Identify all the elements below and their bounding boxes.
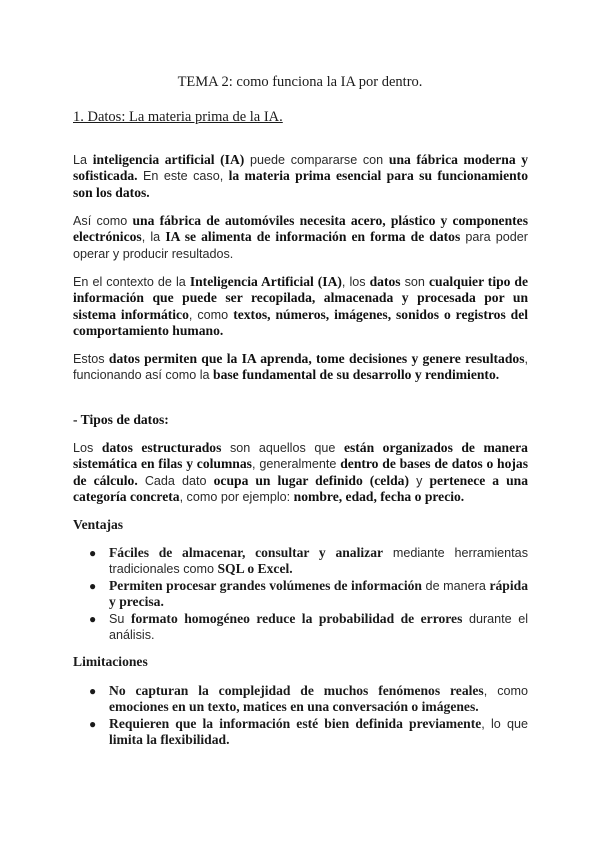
text-run: mediante herramientas tradicionales como (109, 546, 528, 577)
text-run: y (409, 473, 430, 488)
text-run: son aquellos que (221, 441, 344, 455)
bold-text-run: una fábrica moderna y sofisticada. (73, 152, 528, 184)
limitaciones-heading: Limitaciones (73, 654, 148, 669)
bold-text-run: datos permiten que la IA aprenda, tome decisiones y genere resultados (108, 351, 525, 366)
text-run: , como (483, 684, 529, 698)
bold-text-run: están organizados de manera sistemática en filas y columnas (73, 440, 528, 472)
bullet-icon: ● (89, 716, 97, 731)
text-run: La (73, 153, 93, 167)
text-run: para poder operar y producir resultados. (73, 230, 528, 261)
text-run: durante el análisis. (109, 611, 529, 643)
bold-text-run: limita la flexibilidad. (109, 732, 230, 748)
ventajas-list (73, 545, 528, 643)
paragraph-context (73, 274, 528, 340)
bold-text-run: Fáciles de almacenar, consultar y analizar (109, 545, 384, 560)
bold-text-run: datos estructurados (101, 440, 222, 455)
bold-text-run: IA se alimenta de información en forma de datos (165, 229, 461, 245)
bold-text-run: No capturan la complejidad de muchos fenómenos reales (109, 683, 484, 698)
limitaciones-list (73, 683, 528, 749)
bold-text-run: nombre, edad, fecha o precio. (293, 489, 465, 505)
bold-text-run: base fundamental de su desarrollo y rendimiento. (213, 367, 500, 383)
text-run: , los (341, 275, 370, 289)
text-run: En este caso, (137, 169, 229, 184)
text-run: de manera (421, 578, 490, 593)
text-run: Estos (73, 352, 109, 366)
bullet-icon: ● (89, 578, 97, 593)
bold-text-run: rápida y precisa. (109, 577, 528, 610)
text-run: Los (73, 441, 102, 455)
bold-text-run: - Tipos de datos: (73, 412, 169, 427)
bold-text-run: Requieren que la información esté bien definida previamente (109, 715, 482, 731)
bold-text-run: Inteligencia Artificial (IA) (189, 274, 342, 289)
bold-text-run: la materia prima esencial para su funcionamiento son los datos. (73, 168, 528, 200)
bullet-icon: ● (89, 611, 97, 626)
document-title: TEMA 2: como funciona la IA por dentro. (177, 74, 423, 90)
text-run: son (400, 275, 429, 289)
bullet-icon: ● (89, 546, 97, 560)
list-item (73, 611, 528, 644)
text-run: , generalmente (251, 457, 341, 472)
bullet-icon: ● (89, 684, 97, 698)
bold-text-run: pertenece a una categoría concreta (73, 472, 528, 505)
paragraph-structured-data (73, 440, 528, 506)
text-run: Así como (73, 214, 133, 228)
text-run: , funcionando así como la (73, 352, 528, 383)
list-item (73, 578, 528, 611)
list-item (73, 545, 528, 578)
bold-text-run: ocupa un lugar definido (celda) (213, 472, 409, 488)
list-item (73, 683, 528, 716)
bold-text-run: una fábrica de automóviles necesita acero, plástico y componentes electrónicos (73, 213, 528, 245)
bold-text-run: inteligencia artificial (IA) (92, 152, 245, 167)
bold-text-run: datos (369, 274, 401, 289)
text-run: Cada dato (137, 473, 214, 488)
bold-text-run: Permiten procesar grandes volúmenes de información (109, 577, 422, 593)
bold-text-run: formato homogéneo reduce la probabilidad de errores (130, 610, 463, 626)
text-run: Su (109, 611, 131, 626)
ventajas-heading: Ventajas (73, 517, 124, 532)
bold-text-run: dentro de bases de datos o hojas de cálculo. (73, 456, 528, 488)
section-heading: 1. Datos: La materia prima de la IA. (73, 109, 283, 125)
paragraph-results (73, 351, 528, 384)
bold-text-run: cualquier tipo de información que puede ser recopilada, almacenada y procesada por un sistema informático (73, 274, 529, 322)
text-run: En el contexto de la (73, 275, 190, 289)
text-run: puede compararse con (244, 153, 389, 167)
bold-text-run: emociones en un texto, matices en una conversación o imágenes. (109, 699, 479, 715)
text-run: , como por ejemplo: (179, 490, 294, 505)
text-run: , lo que (481, 716, 528, 731)
bold-text-run: textos, números, imágenes, sonidos o registros del comportamiento humano. (73, 306, 529, 339)
text-run: , la (141, 230, 166, 245)
bold-text-run: SQL o Excel. (217, 561, 293, 577)
paragraph-factory (73, 213, 528, 262)
paragraph-intro (73, 152, 528, 201)
list-item (73, 716, 528, 749)
text-run: , como (188, 307, 234, 322)
paragraph-data-types-heading (73, 412, 528, 428)
